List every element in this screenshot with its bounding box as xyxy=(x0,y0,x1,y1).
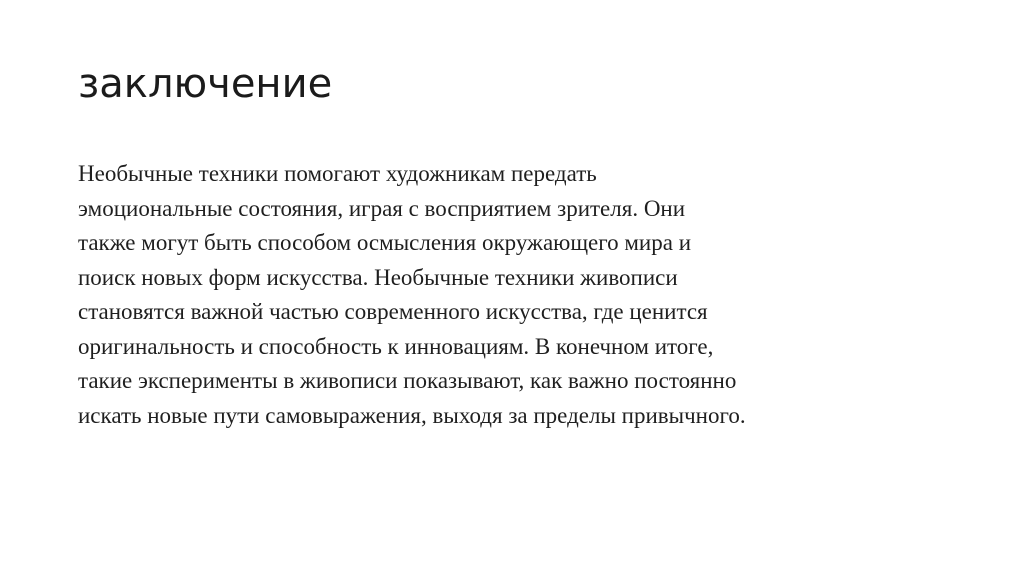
slide-body-text xyxy=(78,157,978,433)
body-line: Необычные техники помогают художникам передать xyxy=(78,161,597,186)
body-line: оригинальность и способность к инновациям. В конечном итоге, xyxy=(78,333,714,359)
body-line: такие эксперименты в живописи показывают, как важно постоянно xyxy=(78,368,737,393)
slide-title: заключение xyxy=(78,61,333,107)
body-line: искать новые пути самовыражения, выходя за пределы привычного. xyxy=(78,402,746,428)
body-line: становятся важной частью современного искусства, где ценится xyxy=(78,299,708,324)
body-line: поиск новых форм искусства. Необычные техники живописи xyxy=(78,264,678,290)
body-line: также могут быть способом осмысления окружающего мира и xyxy=(78,230,692,255)
body-line: эмоциональные состояния, играя с восприятием зрителя. Они xyxy=(78,195,686,221)
